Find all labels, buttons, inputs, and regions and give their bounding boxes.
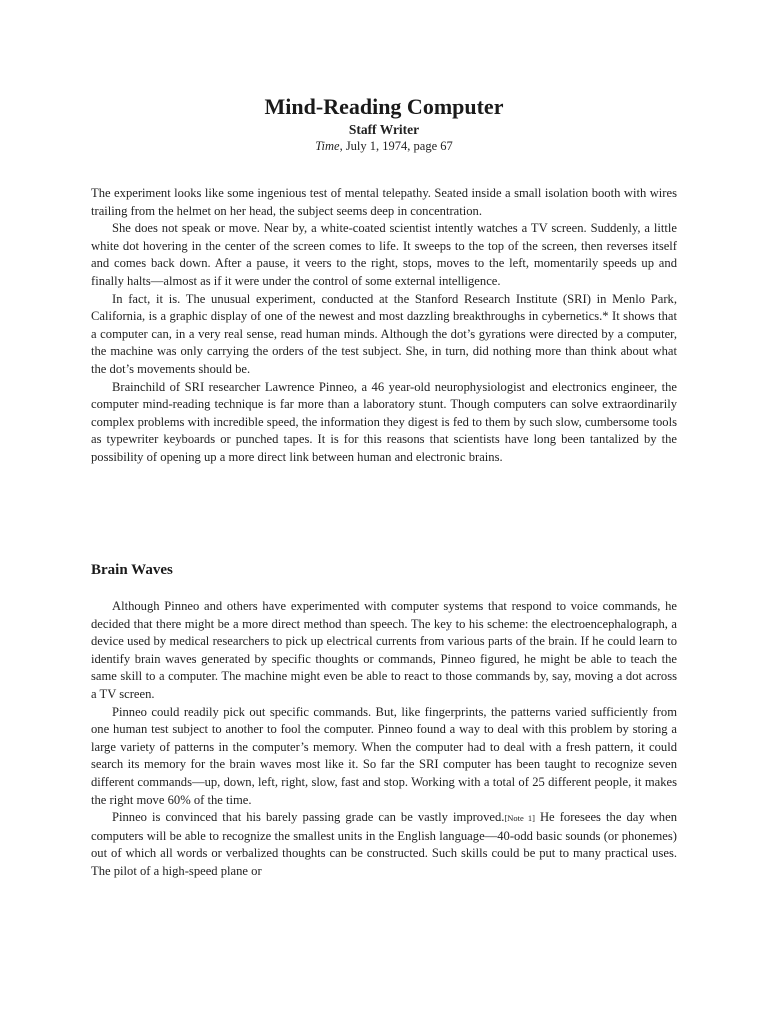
article-title: Mind-Reading Computer [264,94,504,119]
paragraph-2: She does not speak or move. Near by, a white-coated scientist intently watches a TV screen. Suddenly, a little white dot hovering in the center of the screen comes to life. It sweeps to the top of the screen, then reverses itself and comes back down. After a pause, it veers to the right, stops, moves to the left, momentarily speeds up and finally halts—almost as if it were under the control of some external intelligence. [91,221,677,288]
brain-waves-section [91,598,677,881]
publication-name: Time [315,139,340,153]
section-paragraph-3 [91,809,677,880]
paragraph-1: The experiment looks like some ingenious test of mental telepathy. Seated inside a small isolation booth with wires trailing from the helmet on her head, the subject seems deep in concentration. [91,186,677,218]
paragraph-4: Brainchild of SRI researcher Lawrence Pinneo, a 46 year-old neurophysiologist and electronics engineer, the computer mind-reading technique is far more than a laboratory stunt. Though computers can solve extraordinarily complex problems with incredible speed, the information they digest is fed to them by such slow, cumbersome tools as typewriter keyboards or punched tapes. It is for this reasons that scientists have long been tantalized by the possibility of opening up a more direct link between human and electronic brains. [91,379,677,464]
article-intro [91,185,677,467]
paragraph-text-after-note: He foresees the day when computers will be able to recognize the smallest units in the English language—40-odd basic sounds (or phonemes) out of which all words or verbalized thoughts can be constructed. Such skills could be put to many practical uses. The pilot of a high-speed plane or [91,810,677,878]
article-source [0,138,768,154]
paragraph-3: In fact, it is. The unusual experiment, conducted at the Stanford Research Institute (SRI) in Menlo Park, California, is a graphic display of one of the newest and most dazzling breakthroughs in cybernetics.* It shows that a computer can, in a very real sense, read human minds. Although the dot’s gyrations were directed by a computer, the machine was only carrying the orders of the test subject. She, in turn, did nothing more than think about what the dot’s movements should be. [91,291,677,376]
section-paragraph-1: Although Pinneo and others have experimented with computer systems that respond to voice commands, he decided that there might be a more direct method than speech. The key to his scheme: the electroencephalograph, a device used by medical researchers to pick up electrical currents from various parts of the brain. If he could learn to identify brain waves generated by specific thoughts or commands, Pinneo figured, he might be able to teach the same skill to a computer. The machine might even be able to react to those commands by, say, moving a dot across a TV screen. [91,599,677,701]
footnote-link[interactable]: [Note 1] [504,813,535,824]
article-author: Staff Writer [348,122,420,137]
section-paragraph-2: Pinneo could readily pick out specific commands. But, like fingerprints, the patterns varied sufficiently from one human test subject to another to fool the computer. Pinneo found a way to deal with this problem by storing a large variety of patterns in the computer’s memory. When the computer had to deal with a fresh pattern, it could search its memory for the brain waves most like it. So far the SRI computer has been taught to recognize seven different commands—up, down, left, right, slow, fast and stop. Working with a total of 25 different people, it makes the right move 60% of the time. [91,704,677,807]
section-heading: Brain Waves [91,562,173,578]
paragraph-text-before-note: Pinneo is convinced that his barely passing grade can be vastly improved. [112,810,505,825]
publication-date-page: , July 1, 1974, page 67 [339,139,453,153]
